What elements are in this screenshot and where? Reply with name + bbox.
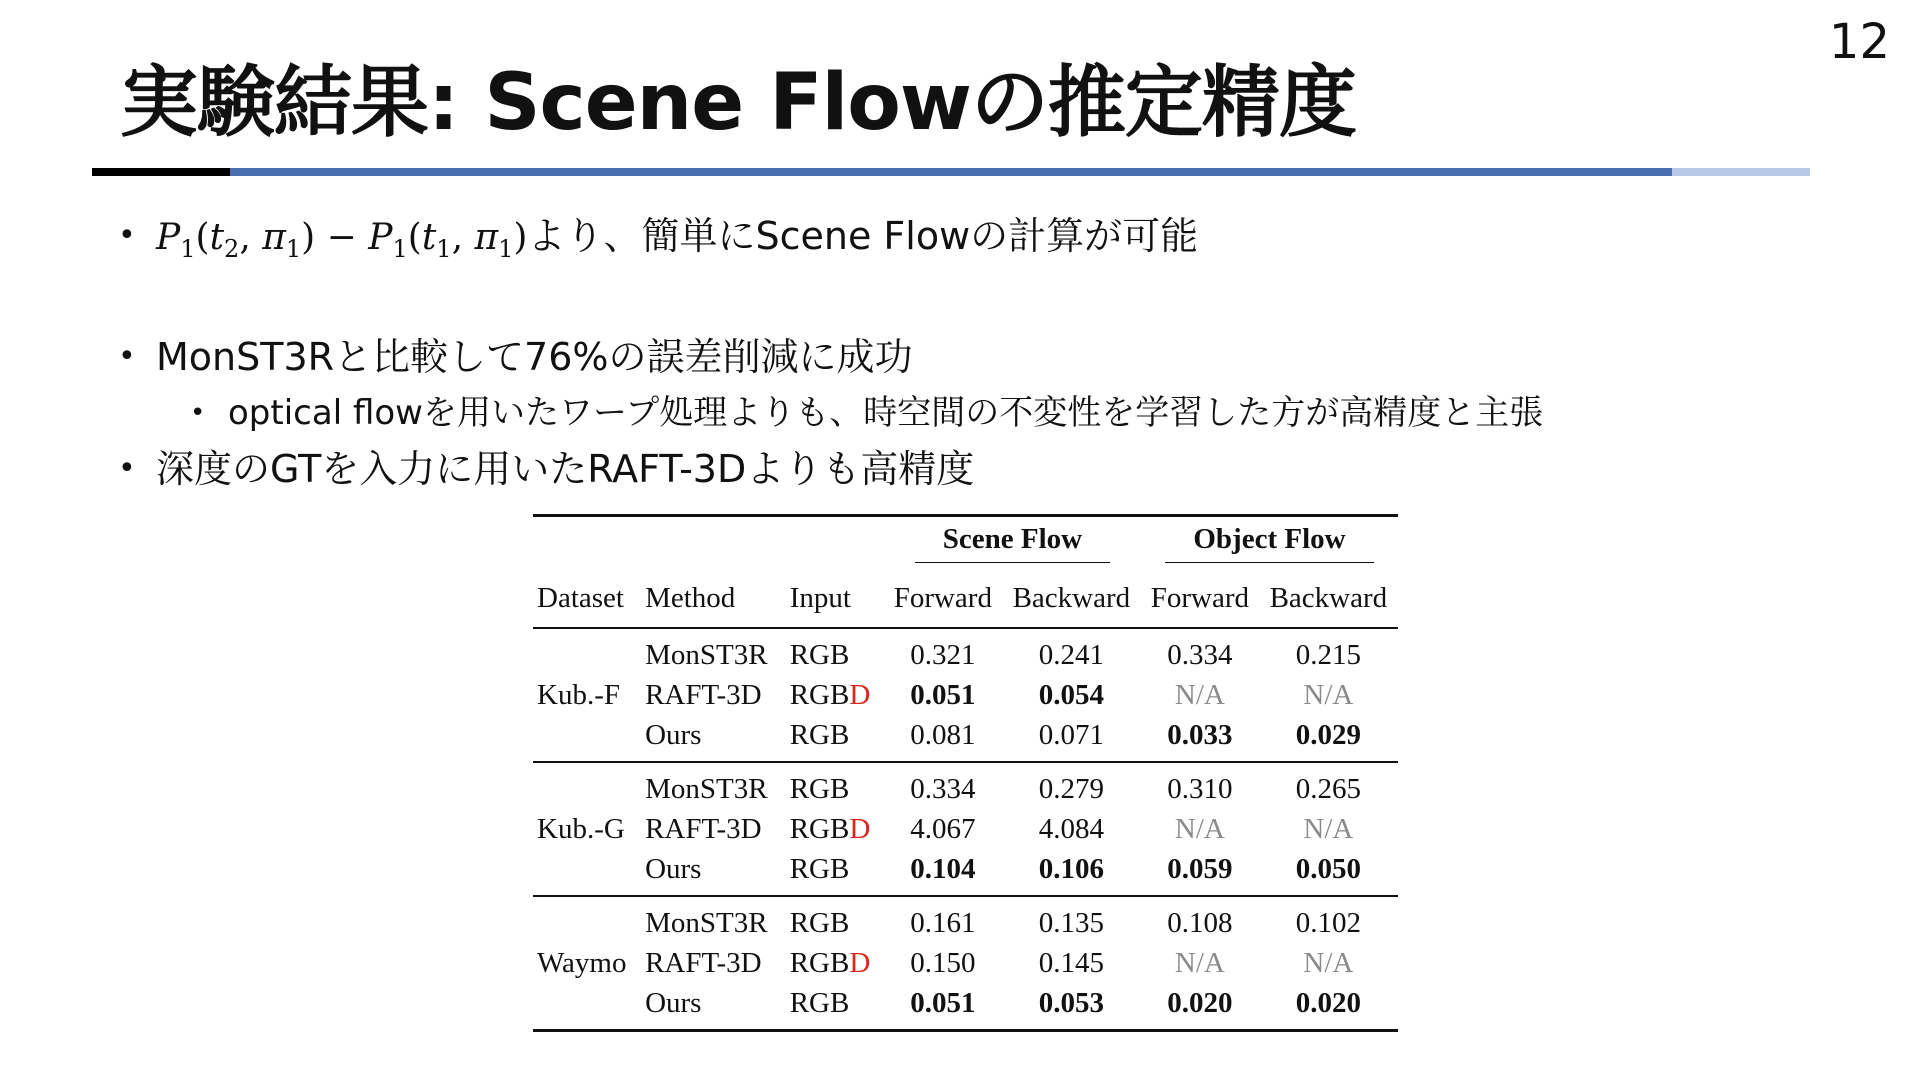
value-cell-sf-fwd: 0.334 xyxy=(910,772,976,805)
value-cell-sf-fwd: 4.067 xyxy=(910,812,976,845)
bullet-text: より、簡単にScene Flowの計算が可能 xyxy=(527,214,1199,258)
value-cell-of-bwd: 0.020 xyxy=(1295,986,1361,1019)
value-cell-sf-bwd: 0.241 xyxy=(1038,638,1104,671)
formula: $P_1(t_2$, $\pi_1) - P_1(t_1$, $\pi_1$) xyxy=(156,217,528,264)
table-row xyxy=(533,809,1398,849)
value-cell-sf-bwd: 0.054 xyxy=(1038,678,1104,711)
table-row xyxy=(533,849,1398,889)
column-header-sf-backward: Backward xyxy=(1012,581,1131,614)
column-header-sf-forward: Forward xyxy=(893,581,992,614)
sub-bullet-item-claim: • optical flowを用いたワープ処理よりも、時空間の不変性を学習した方が高精度と主張 xyxy=(190,388,1818,438)
table-row xyxy=(533,903,1398,943)
method-cell: Ours xyxy=(645,718,702,751)
value-cell-sf-bwd: 0.071 xyxy=(1038,718,1104,751)
bullet-item-scene-flow-formula xyxy=(118,205,1818,280)
value-cell-sf-fwd: 0.321 xyxy=(910,638,976,671)
value-cell-sf-bwd: 4.084 xyxy=(1038,812,1104,845)
value-cell-sf-fwd: 0.150 xyxy=(910,946,976,979)
value-cell-sf-bwd: 0.053 xyxy=(1038,986,1104,1019)
page-number: 12 xyxy=(1828,14,1890,70)
value-cell-of-bwd: 0.029 xyxy=(1295,718,1361,751)
value-cell-sf-bwd: 0.135 xyxy=(1038,906,1104,939)
value-cell-sf-fwd: 0.081 xyxy=(910,718,976,751)
method-cell: MonST3R xyxy=(645,638,768,671)
input-cell: RGB xyxy=(789,986,850,1019)
input-cell: RGBD xyxy=(789,678,871,711)
method-cell: Ours xyxy=(645,986,702,1019)
dataset-cell xyxy=(533,903,641,943)
slide-title: 実験結果: Scene Flowの推定精度 xyxy=(120,58,1356,148)
title-underline xyxy=(92,168,1810,176)
value-cell-sf-fwd: 0.161 xyxy=(910,906,976,939)
value-cell-of-fwd: 0.059 xyxy=(1167,852,1233,885)
method-cell: Ours xyxy=(645,852,702,885)
dataset-cell xyxy=(533,983,641,1023)
value-cell-of-bwd: N/A xyxy=(1303,812,1354,845)
input-cell: RGB xyxy=(789,718,850,751)
table-row xyxy=(533,943,1398,983)
method-cell: MonST3R xyxy=(645,906,768,939)
value-cell-of-fwd: 0.108 xyxy=(1167,906,1233,939)
value-cell-of-fwd: 0.310 xyxy=(1167,772,1233,805)
dataset-cell xyxy=(533,769,641,809)
input-cell: RGB xyxy=(789,852,850,885)
input-cell: RGBD xyxy=(789,946,871,979)
column-header-of-backward: Backward xyxy=(1269,581,1388,614)
bullet-list xyxy=(118,205,1818,500)
table-row xyxy=(533,769,1398,809)
value-cell-of-bwd: N/A xyxy=(1303,678,1354,711)
bullet-item-raft3d: • 深度のGTを入力に用いたRAFT-3Dよりも高精度 xyxy=(118,438,1818,500)
table-row xyxy=(533,983,1398,1023)
dataset-cell: Waymo xyxy=(537,946,627,979)
value-cell-sf-bwd: 0.145 xyxy=(1038,946,1104,979)
group-header-object-flow: Object Flow xyxy=(1141,517,1398,569)
dataset-cell xyxy=(533,715,641,755)
column-header-method: Method xyxy=(645,581,736,614)
value-cell-of-bwd: 0.050 xyxy=(1295,852,1361,885)
column-header-input: Input xyxy=(789,581,851,614)
table-row xyxy=(533,675,1398,715)
value-cell-of-bwd: 0.215 xyxy=(1295,638,1361,671)
value-cell-of-fwd: 0.020 xyxy=(1167,986,1233,1019)
value-cell-of-bwd: N/A xyxy=(1303,946,1354,979)
table-row xyxy=(533,715,1398,755)
input-cell: RGBD xyxy=(789,812,871,845)
dataset-cell xyxy=(533,635,641,675)
method-cell: RAFT-3D xyxy=(645,678,762,711)
value-cell-of-fwd: N/A xyxy=(1174,812,1225,845)
value-cell-sf-fwd: 0.051 xyxy=(910,678,976,711)
dataset-cell: Kub.-G xyxy=(537,812,625,845)
value-cell-sf-bwd: 0.106 xyxy=(1038,852,1104,885)
dataset-cell: Kub.-F xyxy=(537,678,620,711)
value-cell-sf-fwd: 0.104 xyxy=(910,852,976,885)
value-cell-of-bwd: 0.102 xyxy=(1295,906,1361,939)
dataset-cell xyxy=(533,849,641,889)
value-cell-of-fwd: 0.334 xyxy=(1167,638,1233,671)
group-header-scene-flow: Scene Flow xyxy=(884,517,1141,569)
table-row xyxy=(533,635,1398,675)
method-cell: RAFT-3D xyxy=(645,946,762,979)
input-cell: RGB xyxy=(789,772,850,805)
value-cell-of-fwd: 0.033 xyxy=(1167,718,1233,751)
bullet-item-error-reduction: • MonST3Rと比較して76%の誤差削減に成功 xyxy=(118,326,1818,388)
value-cell-of-fwd: N/A xyxy=(1174,678,1225,711)
results-table xyxy=(533,514,1398,1032)
value-cell-sf-fwd: 0.051 xyxy=(910,986,976,1019)
input-cell: RGB xyxy=(789,638,850,671)
method-cell: MonST3R xyxy=(645,772,768,805)
value-cell-of-fwd: N/A xyxy=(1174,946,1225,979)
column-header-of-forward: Forward xyxy=(1150,581,1249,614)
input-cell: RGB xyxy=(789,906,850,939)
method-cell: RAFT-3D xyxy=(645,812,762,845)
value-cell-sf-bwd: 0.279 xyxy=(1038,772,1104,805)
column-header-dataset: Dataset xyxy=(537,581,624,614)
value-cell-of-bwd: 0.265 xyxy=(1295,772,1361,805)
